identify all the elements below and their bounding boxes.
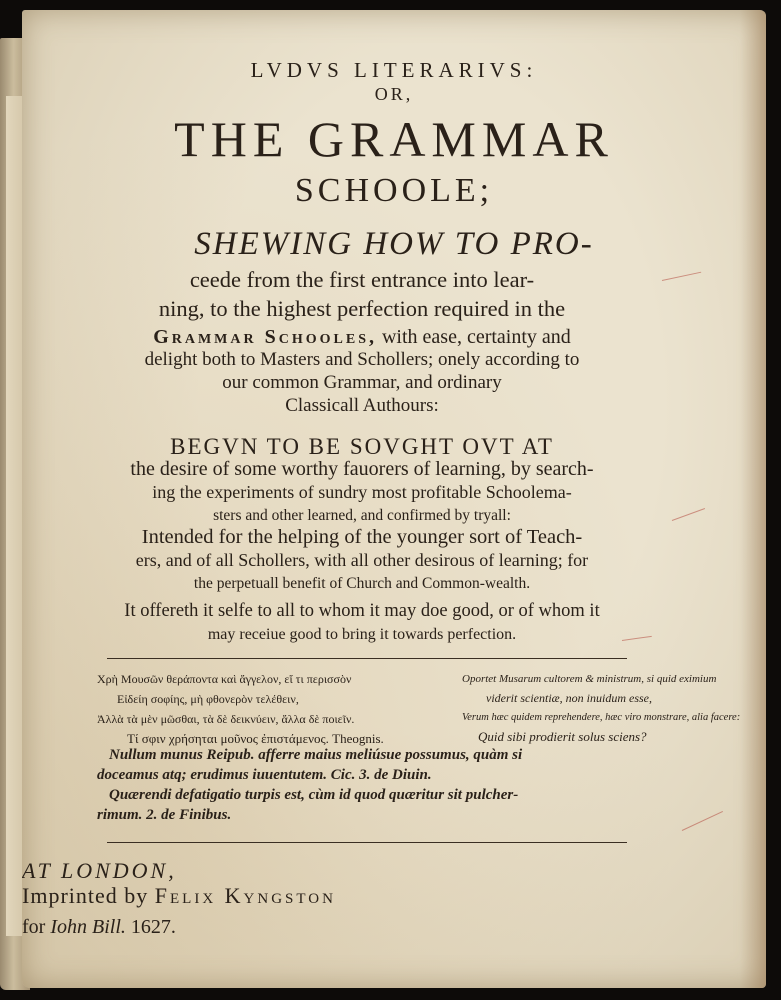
description-paragraph-5 xyxy=(77,600,647,646)
quote-line: Quærendi defatigatio turpis est, cùm id quod quæritur sit pulcher- xyxy=(109,787,519,803)
text-line: ers, and of all Schollers, with all other desirous of learning; for xyxy=(135,550,589,570)
title-line-2: OR, xyxy=(374,84,414,104)
verse-line: Χρὴ Μουσῶν θεράποντα καὶ ἄγγελον, εἴ τι περισσὸν xyxy=(97,672,352,686)
text-line: ing the experiments of sundry most profitable Schoolema- xyxy=(152,482,572,502)
text-line-caps: BEGVN TO BE SOVGHT OVT AT xyxy=(170,434,554,459)
description-paragraph-1 xyxy=(82,265,642,352)
imprint-place: AT LONDON, xyxy=(22,858,177,883)
description-paragraph-2 xyxy=(82,348,642,417)
verse-line: Τί σφιν χρήσηται μοῦνος ἐπιστάμενος. Theognis. xyxy=(127,731,384,746)
text-line: Classicall Authours: xyxy=(285,395,439,416)
verse-line: Εἰδείη σοφίης, μὴ φθονερὸν τελέθειν, xyxy=(117,692,299,706)
publisher-name: Iohn Bill. xyxy=(50,916,126,938)
red-stain-mark xyxy=(662,272,701,281)
title-page xyxy=(22,10,766,988)
text-line: the perpetuall benefit of Church and Common-wealth. xyxy=(193,575,531,592)
verse-line: Oportet Musarum cultorem & ministrum, si quid eximium xyxy=(462,673,717,685)
verse-line: Verum hæc quidem reprehendere, hæc viro monstrare, alia facere: xyxy=(462,712,741,723)
quote-line: doceamus atq; erudimus iuuentutem. Cic. 3. de Diuin. xyxy=(97,767,432,783)
text-line: our common Grammar, and ordinary xyxy=(222,372,502,393)
text-line: may receiue good to bring it towards perfection. xyxy=(207,626,517,643)
text-fragment: with ease, certainty and xyxy=(376,326,571,348)
latin-verse xyxy=(462,670,766,746)
verse-line: Ἀλλὰ τὰ μὲν μῶσθαι, τὰ δὲ δεικνύειν, ἄλλα δὲ ποιεῖν. xyxy=(97,712,355,726)
grammar-schooles-label: Grammar Schooles, xyxy=(153,326,377,348)
greek-verse xyxy=(97,669,457,749)
description-paragraph-4 xyxy=(77,526,647,595)
text-line: delight both to Masters and Schollers; onely according to xyxy=(144,349,580,370)
divider-rule-top xyxy=(107,658,627,659)
title-line-1: LVDVS LITERARIVS: xyxy=(250,58,538,82)
shewing-heading: SHEWING HOW TO PRO- xyxy=(194,226,594,262)
text-fragment: Imprinted by xyxy=(22,883,155,908)
imprint-printer xyxy=(22,883,766,909)
text-line: It offereth it selfe to all to whom it may doe good, or of whom it xyxy=(124,601,600,621)
description-paragraph-3 xyxy=(77,435,647,527)
text-line: Intended for the helping of the younger sort of Teach- xyxy=(141,526,583,548)
text-line: the desire of some worthy fauorers of learning, by search- xyxy=(130,458,594,480)
cicero-quotes xyxy=(97,745,617,825)
main-title: THE GRAMMAR xyxy=(174,111,614,167)
quote-line: rimum. 2. de Finibus. xyxy=(97,807,232,823)
text-line: sters and other learned, and confirmed by tryall: xyxy=(213,507,511,524)
verse-line: viderit scientiæ, non inuidum esse, xyxy=(486,691,652,705)
subtitle-schoole: SCHOOLE; xyxy=(294,172,494,209)
red-stain-mark xyxy=(672,508,705,521)
divider-rule-bottom xyxy=(107,842,627,843)
text-line: ceede from the first entrance into lear- xyxy=(189,267,535,292)
red-stain-mark xyxy=(682,811,723,831)
imprint-publisher xyxy=(22,916,766,939)
verse-line: Quid sibi prodierit solus sciens? xyxy=(478,729,647,744)
quote-line: Nullum munus Reipub. afferre maius meliúsue possumus, quàm si xyxy=(109,747,523,763)
printer-name: Felix Kyngston xyxy=(154,883,336,908)
text-fragment: for xyxy=(22,916,51,938)
imprint-year: 1627. xyxy=(125,916,176,938)
text-line: ning, to the highest perfection required in the xyxy=(158,296,566,321)
